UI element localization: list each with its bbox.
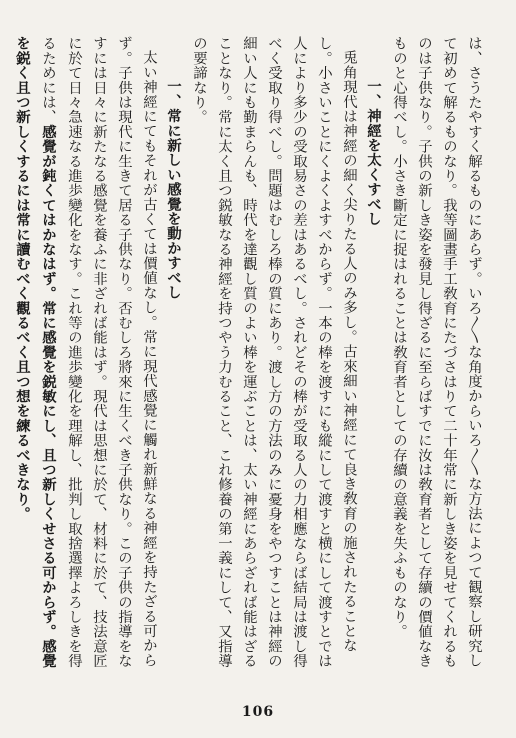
vertical-text-body [0, 36, 486, 676]
sensibility-emphasis-1: 感覺が鈍くてはかなはず。常に感覺を鋭敏にし、且つ新しくせさる可からず。 [40, 124, 57, 639]
heading-thick-nerves: 一、神經を太くすべし [365, 79, 382, 227]
sensibility-text: 太い神經にてもそれが古くては價値なし。常に現代感覺に觸れ新鮮なる神經を持たざる可からず。子供は現代に生きて居る子供なり。否むしろ將來に生くべき子供なり。この子供の指導をなすには日々に新たなる感覺を養ふに非ざれば能はず。現代は思想に於て、材料に於て、技法意匠に於て日々急速なる進歩變化をなす。これ等の進歩變化を理解し、批判し取捨選擇よろしきを得るためには、 [40, 36, 157, 669]
paragraph-thick-nerves: 兎角現代は神經の細く尖りたる人のみ多し。古來細い神經にて良き敎育の施されたることなし。小さいことにくよくよすべからず。一本の棒を渡すにも縱にして渡すと横にして渡すとでは人により多少の受取易さの差はあるべし。されどその棒が受取る人の力相應ならば結局は渡し得べく受取り得べし。問題はむしろ棒の質にあり。渡し方の方法のみに憂身をやつすことは神經の細い人にも勤まらんも、時代を達觀し質のよい棒を運ぶことは、太い神經にあらざれば能はざることなり。常に太く且つ鋭敏なる神經を持つやう力むること、これ修養の第一義にして、又指導の要諦なり。 [191, 36, 357, 669]
section-separator [0, 36, 9, 676]
paragraph-intro: は、さうたやすく解るものにあらず。いろ〳〵な角度からいろ〳〵な方法によつて観察し研究して初めて解るものなり。我等圖畫手工敎育にたづさはりて二十年常に新しき姿を見せてくれるものは子供なり。子供の新しき姿を發見し得ざるに至らばすでに汝は敎育者として存續の價値なきものと心得べし。小さき斷定に捉はれることは敎育者としての存續の意義を失ふものなり。 [391, 36, 482, 669]
heading-new-sensibility: 一、常に新しい感覺を動かすべし [165, 79, 182, 300]
paragraph-new-sensibility [9, 36, 161, 676]
sensibility-emphasis-2: 感覺を鋭く且つ新しくするには常に讀むべく觀るべく且つ想を練るべきなり。 [14, 36, 57, 669]
page-number: 106 [241, 704, 275, 720]
